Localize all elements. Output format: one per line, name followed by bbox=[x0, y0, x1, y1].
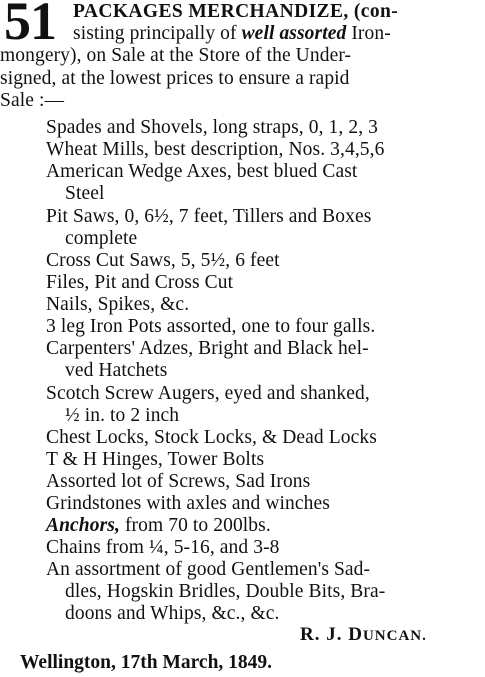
intro-text: sisting principally of bbox=[73, 23, 242, 44]
signature bbox=[300, 624, 427, 646]
signature-initials: R. J. D bbox=[300, 624, 363, 645]
list-item: Chains from ¼, 5-16, and 3-8 bbox=[46, 537, 280, 558]
list-item-continuation: ½ in. to 2 inch bbox=[65, 405, 180, 426]
list-item: An assortment of good Gentlemen's Sad- bbox=[46, 559, 371, 580]
list-item: Chest Locks, Stock Locks, & Dead Locks bbox=[46, 427, 377, 448]
ad-heading: PACKAGES MERCHANDIZE, (con- bbox=[73, 1, 399, 22]
list-item: Nails, Spikes, &c. bbox=[46, 294, 190, 315]
list-item-continuation: ved Hatchets bbox=[65, 360, 168, 381]
intro-line-1 bbox=[73, 23, 391, 45]
list-item bbox=[46, 515, 271, 537]
list-item-continuation: complete bbox=[65, 228, 138, 249]
list-item-continuation: doons and Whips, &c., &c. bbox=[65, 603, 280, 624]
list-item-continuation: dles, Hogskin Bridles, Double Bits, Bra- bbox=[65, 581, 386, 602]
list-item: Wheat Mills, best description, Nos. 3,4,5,6 bbox=[46, 139, 385, 160]
list-item: Spades and Shovels, long straps, 0, 1, 2, 3 bbox=[46, 117, 378, 138]
lot-number: 51 bbox=[4, 0, 56, 51]
intro-text: Iron- bbox=[346, 23, 391, 44]
list-item: American Wedge Axes, best blued Cast bbox=[46, 161, 358, 182]
list-item-continuation: Steel bbox=[65, 183, 105, 204]
intro-line-4: Sale :— bbox=[0, 90, 65, 111]
list-item: Pit Saws, 0, 6½, 7 feet, Tillers and Boxes bbox=[46, 206, 372, 227]
list-item: Files, Pit and Cross Cut bbox=[46, 272, 234, 293]
list-item: T & H Hinges, Tower Bolts bbox=[46, 449, 265, 470]
list-item-emphasis: Anchors, bbox=[46, 515, 120, 536]
list-item-text: from 70 to 200lbs. bbox=[119, 515, 271, 536]
signature-rest: UNCAN. bbox=[362, 628, 427, 644]
intro-line-3: signed, at the lowest prices to ensure a rapid bbox=[0, 68, 350, 89]
list-item: 3 leg Iron Pots assorted, one to four galls. bbox=[46, 316, 376, 337]
list-item: Grindstones with axles and winches bbox=[46, 493, 330, 514]
list-item: Assorted lot of Screws, Sad Irons bbox=[46, 471, 311, 492]
dateline: Wellington, 17th March, 1849. bbox=[20, 652, 273, 673]
list-item: Scotch Screw Augers, eyed and shanked, bbox=[46, 383, 370, 404]
list-item: Carpenters' Adzes, Bright and Black hel- bbox=[46, 338, 369, 359]
list-item: Cross Cut Saws, 5, 5½, 6 feet bbox=[46, 250, 280, 271]
intro-emphasis: well assorted bbox=[241, 23, 347, 44]
intro-line-2: mongery), on Sale at the Store of the Under- bbox=[0, 45, 352, 66]
